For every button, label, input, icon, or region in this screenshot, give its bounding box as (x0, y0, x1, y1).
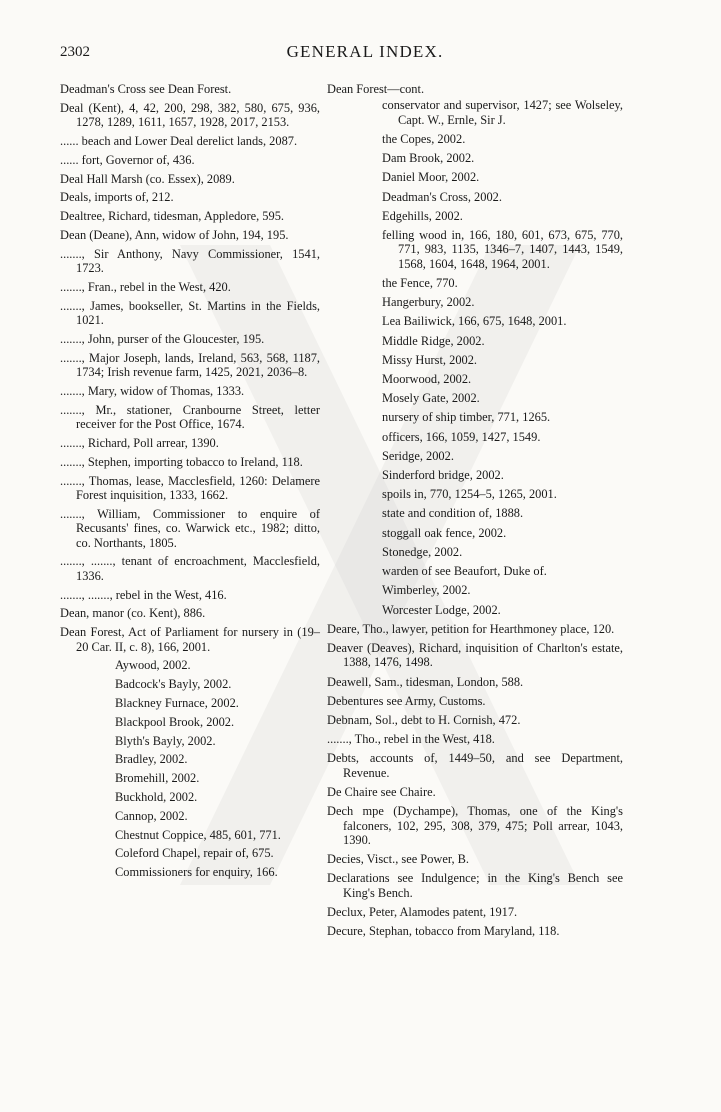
page-number: 2302 (60, 44, 90, 60)
index-subentry: the Copes, 2002. (382, 132, 466, 147)
index-subentry: Commissioners for enquiry, 166. (115, 865, 278, 880)
index-entry: ......., Major Joseph, lands, Ireland, 563, 568, 1187, 1734; Irish revenue farm, 1425, 2021, 2036–8. (60, 350, 320, 380)
index-entry: Dean Forest—cont. (327, 82, 425, 96)
index-subentry: Deadman's Cross, 2002. (382, 189, 502, 204)
index-subentry: Edgehills, 2002. (382, 208, 463, 223)
index-entry: ......., Mary, widow of Thomas, 1333. (60, 383, 245, 398)
index-entry: Dech mpe (Dychampe), Thomas, one of the King's falconers, 102, 295, 308, 379, 475; Poll arrear, 1043, 1390. (327, 804, 623, 847)
index-entry: ...... fort, Governor of, 436. (60, 152, 195, 167)
index-subentry: Blackpool Brook, 2002. (115, 714, 235, 729)
index-subentry: Cannop, 2002. (115, 808, 188, 823)
index-entry: ......., Thomas, lease, Macclesfield, 1260: Delamere Forest inquisition, 1333, 1662. (60, 473, 320, 502)
index-subentry: Hangerbury, 2002. (382, 295, 475, 310)
index-entry: Dean Forest, Act of Parliament for nursery in (19–20 Car. II, c. 8), 166, 2001. (60, 625, 320, 654)
right-index-column (327, 82, 623, 943)
index-entry: ......., James, bookseller, St. Martins in the Fields, 1021. (60, 298, 320, 328)
index-entry: Debentures see Army, Customs. (327, 693, 486, 708)
index-entry: ......., Stephen, importing tobacco to Ireland, 118. (60, 454, 303, 469)
index-subentry: Dam Brook, 2002. (382, 151, 475, 166)
page-title: GENERAL INDEX. (286, 42, 444, 61)
index-subentry: stoggall oak fence, 2002. (382, 525, 507, 540)
index-subentry: Daniel Moor, 2002. (382, 170, 480, 185)
index-subentry: warden of see Beaufort, Duke of. (382, 564, 547, 579)
index-subentry: nursery of ship timber, 771, 1265. (382, 410, 551, 425)
index-entry: Deadman's Cross see Dean Forest. (60, 82, 232, 96)
left-index-column (60, 82, 320, 884)
index-subentry: spoils in, 770, 1254–5, 1265, 2001. (382, 487, 557, 502)
index-entry: Deawell, Sam., tidesman, London, 588. (327, 674, 524, 689)
index-entry: Dealtree, Richard, tidesman, Appledore, 595. (60, 209, 284, 224)
index-entry: ......., William, Commissioner to enquire of Recusants' fines, co. Warwick etc., 1982; ditto, co. Northants, 1805. (60, 506, 320, 550)
index-subentry: Chestnut Coppice, 485, 601, 771. (115, 827, 281, 842)
index-subentry: Bromehill, 2002. (115, 771, 200, 786)
index-subentry: Seridge, 2002. (382, 448, 454, 463)
index-subentry: state and condition of, 1888. (382, 506, 524, 521)
index-subentry: Lea Bailiwick, 166, 675, 1648, 2001. (382, 314, 567, 329)
index-subentry: Aywood, 2002. (115, 658, 191, 673)
index-entry: Debnam, Sol., debt to H. Cornish, 472. (327, 712, 521, 727)
index-subentry: Middle Ridge, 2002. (382, 333, 485, 348)
index-entry: Debts, accounts of, 1449–50, and see Department, Revenue. (327, 751, 623, 780)
index-entry: ......., John, purser of the Gloucester, 195. (60, 331, 265, 346)
index-entry: Deal Hall Marsh (co. Essex), 2089. (60, 171, 235, 186)
index-subentry: conservator and supervisor, 1427; see Wolseley, Capt. W., Ernle, Sir J. (382, 98, 623, 127)
index-entry: Dean, manor (co. Kent), 886. (60, 606, 206, 621)
index-entry: Deal (Kent), 4, 42, 200, 298, 382, 580, 675, 936, 1278, 1289, 1611, 1657, 1928, 2017, 2153. (60, 100, 320, 130)
index-entry: ......., Fran., rebel in the West, 420. (60, 279, 231, 294)
index-subentry: Coleford Chapel, repair of, 675. (115, 846, 274, 861)
index-entry: ......., ......., tenant of encroachment, Macclesfield, 1336. (60, 554, 320, 583)
index-subentry: Worcester Lodge, 2002. (382, 602, 501, 617)
index-subentry: Mosely Gate, 2002. (382, 391, 480, 406)
index-entry: ......., Richard, Poll arrear, 1390. (60, 435, 219, 450)
index-entry: Deals, imports of, 212. (60, 190, 174, 205)
index-subentry: Sinderford bridge, 2002. (382, 468, 504, 483)
index-subentry: officers, 166, 1059, 1427, 1549. (382, 429, 541, 444)
index-subentry: Missy Hurst, 2002. (382, 352, 478, 367)
index-entry: Declarations see Indulgence; in the King's Bench see King's Bench. (327, 871, 623, 900)
index-entry: ...... beach and Lower Deal derelict lands, 2087. (60, 134, 298, 148)
index-entry: ......., Tho., rebel in the West, 418. (327, 732, 495, 747)
index-subentry: Moorwood, 2002. (382, 372, 472, 387)
index-entry: Declux, Peter, Alamodes patent, 1917. (327, 904, 518, 919)
index-entry: ......., Sir Anthony, Navy Commissioner, 1541, 1723. (60, 246, 320, 276)
index-entry: Decies, Visct., see Power, B. (327, 852, 470, 867)
index-subentry: Blyth's Bayly, 2002. (115, 733, 216, 748)
index-entry: De Chaire see Chaire. (327, 784, 436, 799)
index-subentry: Wimberley, 2002. (382, 583, 471, 598)
page-header (60, 40, 670, 68)
index-entry: ......., Mr., stationer, Cranbourne Street, letter receiver for the Post Office, 1674. (60, 402, 320, 432)
index-subentry: felling wood in, 166, 180, 601, 673, 675, 770, 771, 983, 1135, 1346–7, 1407, 1443, 1549, 1568, 1604, 1648, 1964, 2001. (382, 228, 623, 271)
index-subentry: Blackney Furnace, 2002. (115, 695, 239, 710)
index-subentry: the Fence, 770. (382, 276, 458, 291)
index-entry: Decure, Stephan, tobacco from Maryland, 118. (327, 924, 560, 939)
index-subentry: Stonedge, 2002. (382, 544, 463, 559)
index-subentry: Bradley, 2002. (115, 752, 188, 767)
index-entry: Dean (Deane), Ann, widow of John, 194, 195. (60, 227, 289, 242)
index-entry: Deaver (Deaves), Richard, inquisition of Charlton's estate, 1388, 1476, 1498. (327, 640, 623, 670)
index-entry: ......., ......., rebel in the West, 416. (60, 587, 227, 602)
index-entry: Deare, Tho., lawyer, petition for Hearthmoney place, 120. (327, 621, 615, 636)
index-subentry: Buckhold, 2002. (115, 789, 198, 804)
index-subentry: Badcock's Bayly, 2002. (115, 677, 232, 692)
